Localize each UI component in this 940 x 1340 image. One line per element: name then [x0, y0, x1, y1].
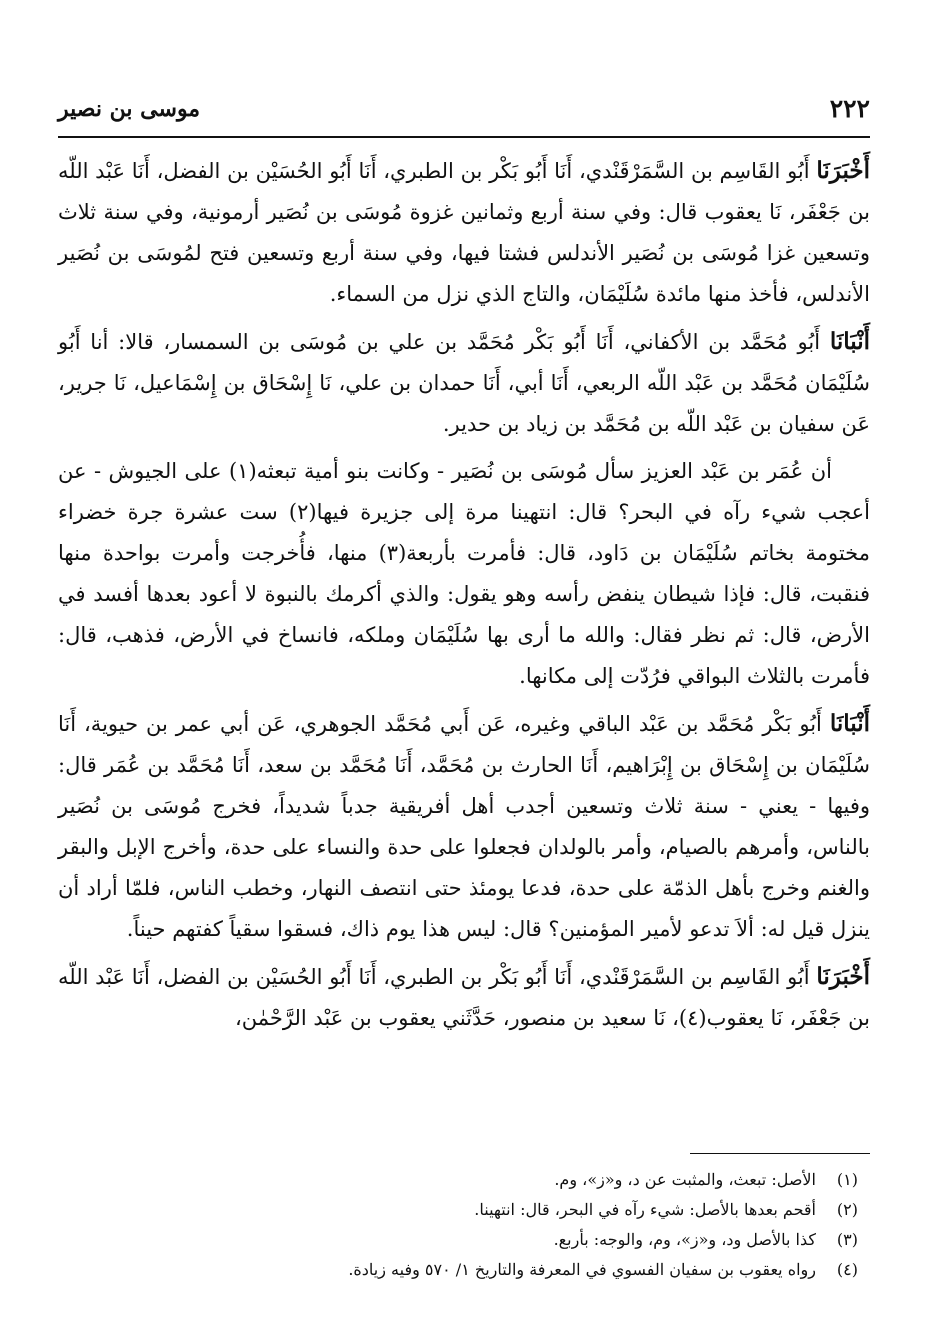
paragraph-lead: أَخْبَرَنَا	[816, 157, 870, 184]
paragraph-text: أَبُو مُحَمَّد بن الأكفاني، أَنَا أَبُو بَكْر مُحَمَّد بن علي بن مُوسَى بن السمسار، قالا: أنا أَبُو سُلَيْمَان مُحَمَّد بن عَبْد اللّه الربعي، أَنَا أبي، أَنَا حمدان بن علي، نَا إِسْحَاق بن إِسْمَاعيل، نَا جرير، عَن سفيان بن عَبْد اللّه بن مُحَمَّد بن زياد بن حدير.	[58, 330, 870, 436]
footnote-text: كذا بالأصل ود، و«ز»، وم، والوجه: بأربع.	[553, 1230, 816, 1249]
paragraph-4	[58, 703, 870, 950]
footnote	[58, 1255, 858, 1285]
paragraph-lead: أَنْبَانَا	[829, 328, 870, 355]
footnote-number: (٢)	[836, 1200, 858, 1219]
paragraph-text: أَبُو القَاسِم بن السَّمَرْقَنْدي، أَنَا أَبُو بَكْر بن الطبري، أَنَا أَبُو الحُسَيْن بن الفضل، أَنَا عَبْد اللّه بن جَعْفَر، نَا يعقوب قال: وفي سنة أربع وثمانين غزوة مُوسَى بن نُصَير أرمونية، وفي سنة ثلاث وتسعين غزا مُوسَى بن نُصَير الأندلس فشتا فيها، وفي سنة أربع وتسعين فتح لمُوسَى بن نُصَير الأندلس، فأخذ منها مائدة سُلَيْمَان، والتاج الذي نزل من السماء.	[58, 159, 870, 306]
paragraph-text: أن عُمَر بن عَبْد العزيز سأل مُوسَى بن نُصَير - وكانت بنو أمية تبعثه(١) على الجيوش - عن أعجب شيء رآه في البحر؟ قال: انتهينا مرة إلى جزيرة فيها(٢) ست عشرة جرة خضراء مختومة بخاتم سُلَيْمَان بن دَاود، قال: فأمرت بأربعة(٣) منها، فأُخرجت وأمرت بواحدة منها فنقبت، قال: فإذا شيطان ينفض رأسه وهو يقول: والذي أكرمك بالنبوة لا أعود بعدها أفسد في الأرض، قال: ثم نظر فقال: والله ما أرى بها سُلَيْمَان وملكه، فانساخ في الأرض، فذهب، قال: فأمرت بالثلاث البواقي فرُدّت إلى مكانها.	[58, 459, 870, 688]
footnote	[58, 1165, 858, 1195]
paragraph-5	[58, 956, 870, 1039]
page-number: ٢٢٢	[829, 94, 870, 123]
paragraph-2	[58, 321, 870, 445]
paragraph-text: أَبُو بَكْر مُحَمَّد بن عَبْد الباقي وغيره، عَن أَبي مُحَمَّد الجوهري، عَن أبي عمر بن حيوية، أَنَا سُلَيْمَان بن إِسْحَاق بن إِبْرَاهيم، أَنَا الحارث بن مُحَمَّد، أَنَا مُحَمَّد بن سعد، أَنَا مُحَمَّد بن عُمَر قال: وفيها - يعني - سنة ثلاث وتسعين أجدب أهل أفريقية جدباً شديداً، فخرج مُوسَى بن نُصَير بالناس، وأمرهم بالصيام، وأمر بالولدان فجعلوا على حدة والنساء على حدة، وأخرج الإبل والبقر والغنم وخرج بأهل الذمّة على حدة، فدعا يومئذ حتى انتصف النهار، وخطب الناس، فلمّا أراد أن ينزل قيل له: ألاَ تدعو لأمير المؤمنين؟ قال: ليس هذا يوم ذاك، فسقوا سقياً كفتهم حيناً.	[58, 712, 870, 941]
footnote	[58, 1225, 858, 1255]
paragraph-1	[58, 150, 870, 315]
paragraph-lead: أَخْبَرَنَا	[816, 963, 870, 990]
footnote-text: الأصل: تبعث، والمثبت عن د، و«ز»، وم.	[554, 1170, 816, 1189]
footnote-number: (٣)	[836, 1230, 858, 1249]
footnote-text: أقحم بعدها بالأصل: شيء رآه في البحر، قال: انتهينا.	[474, 1200, 816, 1219]
paragraph-3	[58, 451, 870, 697]
running-title: موسى بن نصير	[58, 96, 201, 122]
page-header	[58, 84, 870, 138]
footnote-divider	[690, 1153, 870, 1154]
footnote-number: (١)	[836, 1170, 858, 1189]
footnote-text: رواه يعقوب بن سفيان الفسوي في المعرفة والتاريخ ١/ ٥٧٠ وفيه زيادة.	[348, 1260, 816, 1279]
footnote	[58, 1195, 858, 1225]
body-text	[58, 150, 870, 1045]
paragraph-lead: أَنْبَانَا	[829, 710, 870, 737]
footnotes	[58, 1165, 858, 1285]
footnote-number: (٤)	[836, 1260, 858, 1279]
paragraph-text: أَبُو القَاسِم بن السَّمَرْقَنْدي، أَنَا أَبُو بَكْر بن الطبري، أَنَا أَبُو الحُسَيْن بن الفضل، أَنَا عَبْد اللّه بن جَعْفَر، نَا يعقوب(٤)، نَا سعيد بن منصور، حَدَّثَني يعقوب بن عَبْد الرَّحْمٰن،	[58, 965, 870, 1030]
